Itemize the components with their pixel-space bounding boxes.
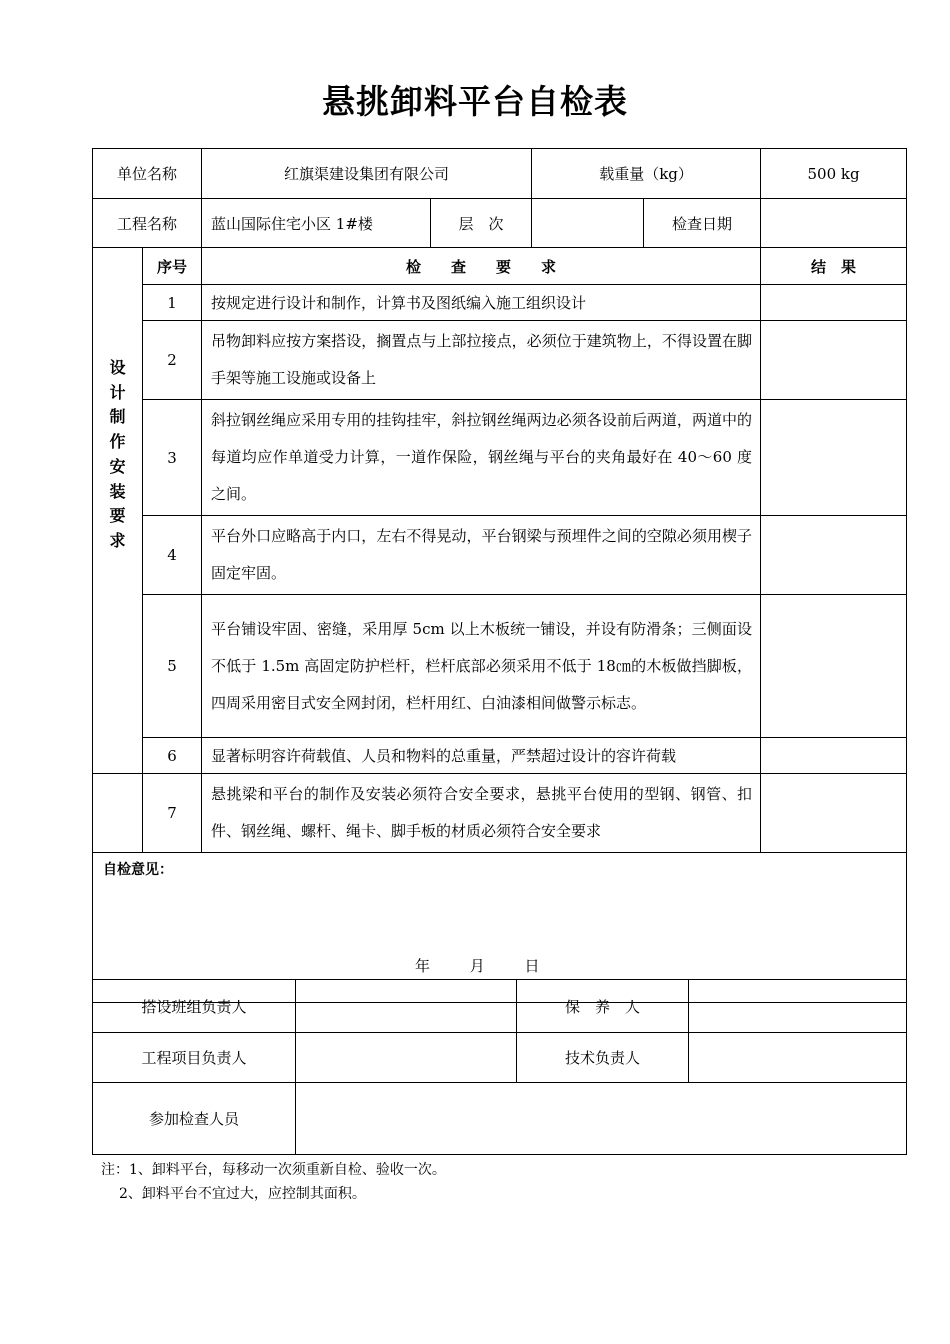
section-label-char: 要 bbox=[109, 506, 126, 526]
item-requirement: 按规定进行设计和制作，计算书及图纸编入施工组织设计 bbox=[202, 285, 761, 321]
note-1: 注：1、卸料平台，每移动一次须重新自检、验收一次。 bbox=[101, 1162, 446, 1178]
item-result[interactable] bbox=[761, 516, 907, 595]
item-result[interactable] bbox=[761, 321, 907, 400]
table-row bbox=[93, 516, 907, 595]
load-capacity-value: 500 kg bbox=[761, 149, 907, 199]
header-result: 结 果 bbox=[761, 248, 907, 285]
floor-value[interactable] bbox=[532, 199, 644, 248]
inspection-date-label: 检查日期 bbox=[644, 199, 761, 248]
item-requirement: 平台铺设牢固、密缝，采用厚 5cm 以上木板统一铺设，并设有防滑条；三侧面设不低于 1.5m 高固定防护栏杆，栏杆底部必须采用不低于 18㎝的木板做挡脚板，四周采用密目式安全网封闭，栏杆用红、白油漆相间做警示标志。 bbox=[202, 595, 761, 738]
section-label bbox=[93, 356, 142, 554]
tech-leader-field[interactable] bbox=[689, 1033, 907, 1083]
item-no: 1 bbox=[143, 285, 202, 321]
participants-label: 参加检查人员 bbox=[93, 1083, 296, 1155]
project-leader-label: 工程项目负责人 bbox=[93, 1033, 296, 1083]
unit-name-value: 红旗渠建设集团有限公司 bbox=[202, 149, 532, 199]
project-name-label: 工程名称 bbox=[93, 199, 202, 248]
item-result[interactable] bbox=[761, 774, 907, 853]
section-label-char: 设 bbox=[109, 358, 126, 377]
erect-team-leader-field[interactable] bbox=[296, 980, 517, 1033]
maintainer-field[interactable] bbox=[689, 980, 907, 1033]
table-row bbox=[93, 595, 907, 738]
header-no: 序号 bbox=[143, 248, 202, 285]
item-no: 6 bbox=[143, 738, 202, 774]
note-2: 2、卸料平台不宜过大，应控制其面积。 bbox=[119, 1186, 366, 1202]
opinion-date-line: 年 月 日 bbox=[415, 957, 540, 975]
inspection-date-value[interactable] bbox=[761, 199, 907, 248]
section-label-empty bbox=[93, 774, 143, 853]
item-no: 3 bbox=[143, 400, 202, 516]
load-capacity-label: 载重量（kg） bbox=[532, 149, 761, 199]
section-label-char: 作 bbox=[109, 432, 126, 452]
item-requirement: 平台外口应略高于内口，左右不得晃动，平台钢梁与预埋件之间的空隙必须用楔子固定牢固。 bbox=[202, 516, 761, 595]
inspection-table bbox=[92, 148, 907, 1003]
item-no: 4 bbox=[143, 516, 202, 595]
section-label-char: 安 bbox=[109, 456, 126, 476]
erect-team-leader-label: 搭设班组负责人 bbox=[93, 980, 296, 1033]
item-requirement: 显著标明容许荷载值、人员和物料的总重量，严禁超过设计的容许荷载 bbox=[202, 738, 761, 774]
item-no: 7 bbox=[143, 774, 202, 853]
section-label-char: 计 bbox=[109, 382, 126, 402]
notes bbox=[101, 1158, 446, 1206]
tech-leader-label: 技术负责人 bbox=[517, 1033, 689, 1083]
item-result[interactable] bbox=[761, 400, 907, 516]
table-row bbox=[93, 285, 907, 321]
table-row bbox=[93, 774, 907, 853]
table-row bbox=[93, 738, 907, 774]
item-no: 5 bbox=[143, 595, 202, 738]
unit-name-label: 单位名称 bbox=[93, 149, 202, 199]
project-leader-field[interactable] bbox=[296, 1033, 517, 1083]
project-name-value: 蓝山国际住宅小区 1#楼 bbox=[202, 199, 431, 248]
maintainer-label: 保 养 人 bbox=[517, 980, 689, 1033]
table-row bbox=[93, 321, 907, 400]
section-label-char: 制 bbox=[109, 407, 126, 427]
item-result[interactable] bbox=[761, 285, 907, 321]
item-requirement: 斜拉钢丝绳应采用专用的挂钩挂牢，斜拉钢丝绳两边必须各设前后两道，两道中的每道均应作单道受力计算，一道作保险，钢丝绳与平台的夹角最好在 40～60 度之间。 bbox=[202, 400, 761, 516]
signature-table bbox=[92, 979, 907, 1155]
item-requirement: 吊物卸料应按方案搭设，搁置点与上部拉接点，必须位于建筑物上，不得设置在脚手架等施工设施或设备上 bbox=[202, 321, 761, 400]
participants-field[interactable] bbox=[296, 1083, 907, 1155]
section-label-char: 装 bbox=[109, 481, 126, 501]
item-no: 2 bbox=[143, 321, 202, 400]
opinion-label: 自检意见： bbox=[103, 862, 173, 878]
item-result[interactable] bbox=[761, 738, 907, 774]
item-requirement: 悬挑梁和平台的制作及安装必须符合安全要求，悬挑平台使用的型钢、钢管、扣件、钢丝绳、螺杆、绳卡、脚手板的材质必须符合安全要求 bbox=[202, 774, 761, 853]
floor-label: 层 次 bbox=[431, 199, 532, 248]
table-row bbox=[93, 400, 907, 516]
section-label-cell bbox=[93, 248, 143, 774]
item-result[interactable] bbox=[761, 595, 907, 738]
section-label-char: 求 bbox=[109, 530, 126, 550]
page-title: 悬挑卸料平台自检表 bbox=[322, 82, 628, 121]
header-requirement: 检 查 要 求 bbox=[202, 248, 761, 285]
